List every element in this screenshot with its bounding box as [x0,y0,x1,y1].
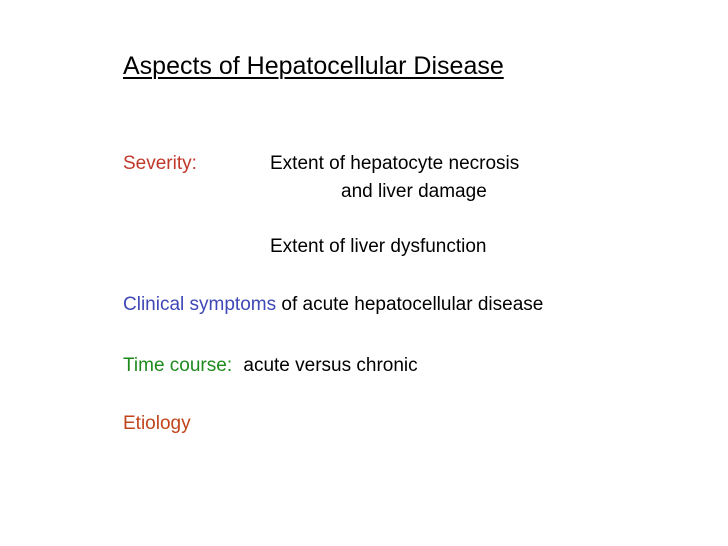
time-course-label: Time course: [123,355,233,376]
clinical-symptoms-label: Clinical symptoms [123,294,277,315]
severity-label: Severity: [123,153,197,174]
severity-item-necrosis-line1: Extent of hepatocyte necrosis [270,153,520,174]
severity-item-dysfunction: Extent of liver dysfunction [270,236,487,257]
clinical-symptoms-text: of acute hepatocellular disease [281,294,544,315]
time-course-line [123,355,418,378]
time-course-text: acute versus chronic [243,355,418,376]
severity-item-necrosis-line2: and liver damage [341,181,487,202]
etiology-label: Etiology [123,413,191,434]
clinical-symptoms-line [123,294,543,317]
slide-title: Aspects of Hepatocellular Disease [123,52,504,80]
